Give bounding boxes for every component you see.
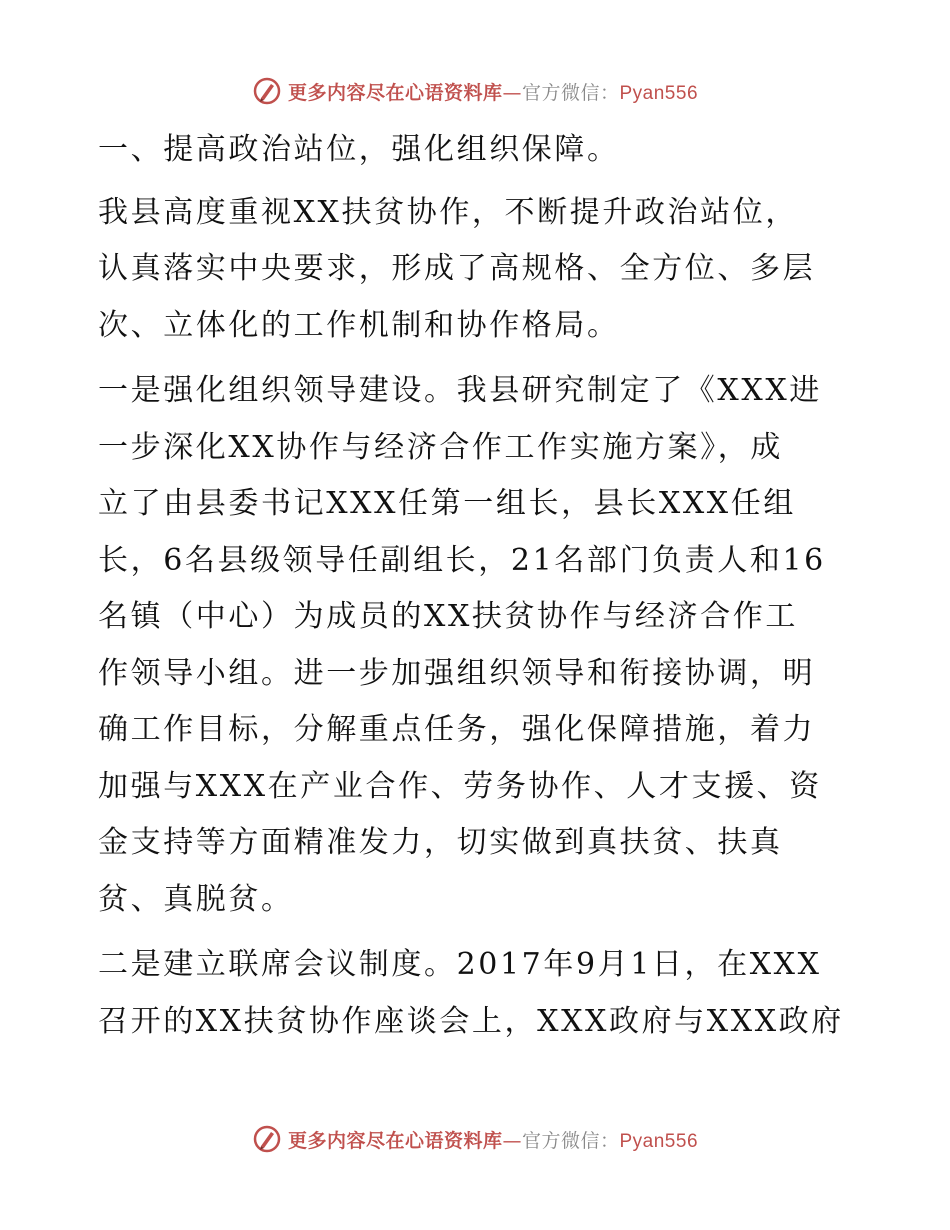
paragraph-line: 加强与XXX在产业合作、劳务协作、人才支援、资: [98, 768, 822, 804]
paragraph-organization-leadership: [98, 363, 850, 928]
paragraph-line: 贫、真脱贫。: [98, 881, 294, 917]
watermark-account-id: Pyan556: [619, 1130, 699, 1152]
watermark-dash: —: [502, 1129, 522, 1152]
paragraph-line: 二是建立联席会议制度。2017年9月1日，在XXX: [98, 947, 822, 982]
section-heading: [98, 122, 850, 179]
document-body: [98, 122, 850, 1059]
watermark-official-label: 官方微信：: [521, 1129, 620, 1152]
paragraph-line: 长，6名县级领导任副组长，21名部门负责人和16: [98, 542, 826, 578]
watermark-account-id: Pyan556: [619, 82, 699, 104]
paragraph-line: 一是强化组织领导建设。我县研究制定了《XXX进: [98, 373, 822, 408]
paragraph-joint-meeting: [98, 937, 850, 1050]
watermark-dash: —: [502, 81, 522, 104]
paragraph-line: 召开的XX扶贫协作座谈会上，XXX政府与XXX政府: [98, 1003, 844, 1039]
paragraph-line: 作领导小组。进一步加强组织领导和衔接协调，明: [98, 655, 816, 691]
watermark-brand-text: 更多内容尽在心语资料库: [287, 1129, 503, 1152]
watermark-brand-text: 更多内容尽在心语资料库: [287, 81, 503, 104]
heading-text: 一、提高政治站位，强化组织保障。: [98, 132, 620, 167]
paragraph-line: 金支持等方面精准发力，切实做到真扶贫、扶真: [98, 825, 783, 860]
paragraph-line: 次、立体化的工作机制和协作格局。: [98, 307, 620, 343]
paragraph-line: 我县高度重视XX扶贫协作，不断提升政治站位，: [98, 194, 798, 230]
pen-logo-icon: [252, 1124, 282, 1154]
paragraph-intro: [98, 185, 850, 355]
paragraph-line: 确工作目标，分解重点任务，强化保障措施，着力: [98, 712, 816, 747]
pen-logo-icon: [252, 76, 282, 106]
paragraph-line: 认真落实中央要求，形成了高规格、全方位、多层: [98, 251, 816, 286]
footer-watermark: [0, 1122, 950, 1156]
paragraph-line: 名镇（中心）为成员的XX扶贫协作与经济合作工: [98, 599, 798, 634]
paragraph-line: 立了由县委书记XXX任第一组长，县长XXX任组: [98, 486, 796, 521]
header-watermark: [0, 74, 950, 108]
watermark-official-label: 官方微信：: [521, 81, 620, 104]
paragraph-line: 一步深化XX协作与经济合作工作实施方案》，成: [98, 429, 783, 465]
